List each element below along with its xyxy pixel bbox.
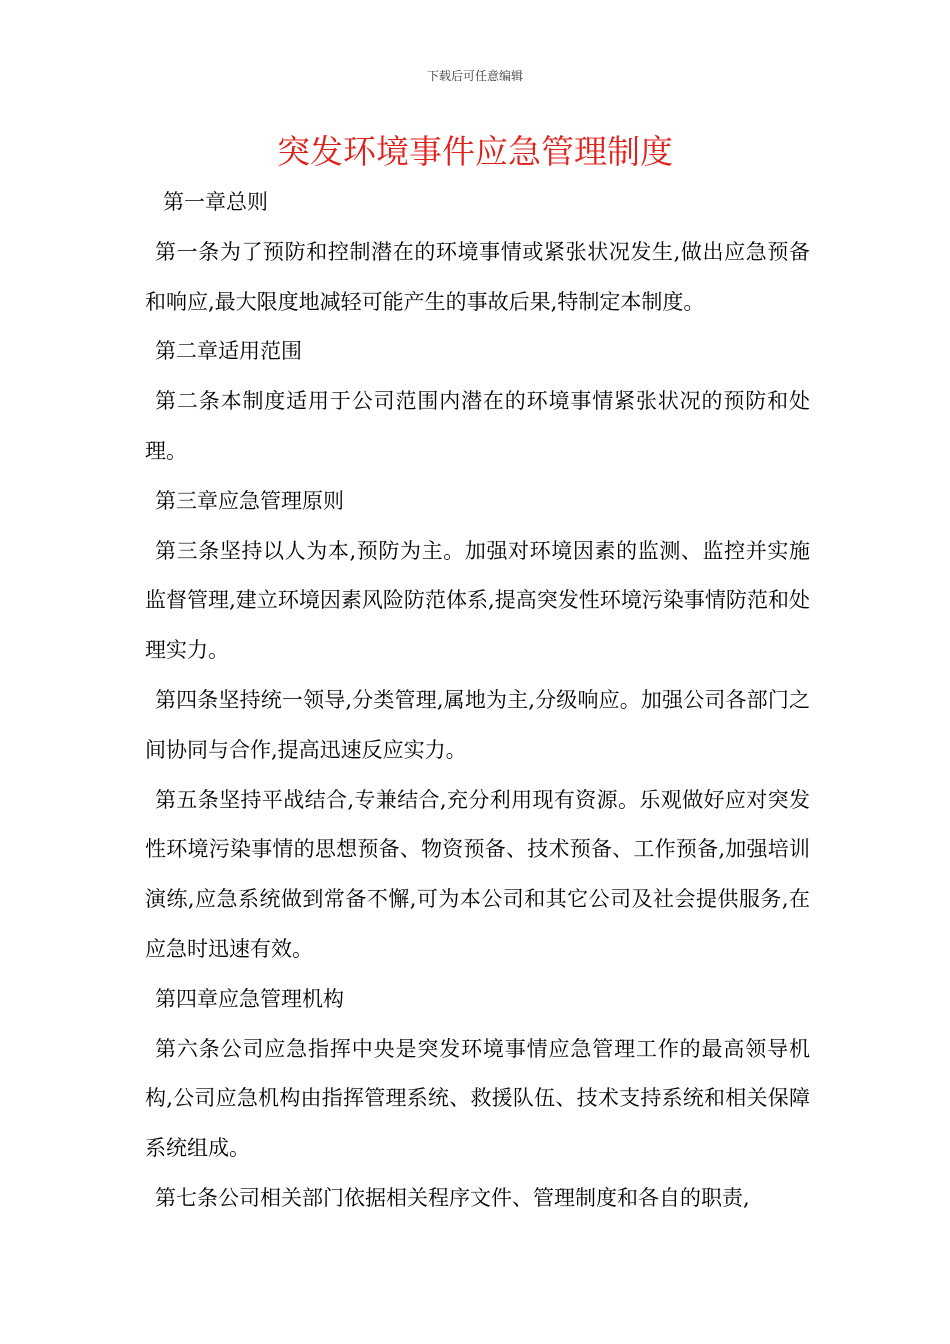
chapter-heading: 第一章总则 xyxy=(163,190,268,214)
chapter-heading: 第二章适用范围 xyxy=(155,339,302,364)
document-body xyxy=(145,178,810,1224)
article-paragraph: 第五条坚持平战结合,专兼结合,充分利用现有资源。乐观做好应对突发性环境污染事情的思想预备、物资预备、技术预备、工作预备,加强培训演练,应急系统做到常备不懈,可为本公司和其它公司及社会提供服务,在应急时迅速有效。 xyxy=(145,787,810,961)
chapter-heading: 第三章应急管理原则 xyxy=(155,488,344,513)
article-paragraph: 第二条本制度适用于公司范围内潜在的环境事情紧张状况的预防和处理。 xyxy=(145,389,810,463)
article-paragraph: 第四条坚持统一领导,分类管理,属地为主,分级响应。加强公司各部门之间协同与合作,提高迅速反应实力。 xyxy=(145,687,810,762)
article-paragraph: 第三条坚持以人为本,预防为主。加强对环境因素的监测、监控并实施监督管理,建立环境因素风险防范体系,提高突发性环境污染事情防范和处理实力。 xyxy=(145,538,810,663)
article-paragraph: 第一条为了预防和控制潜在的环境事情或紧张状况发生,做出应急预备和响应,最大限度地减轻可能产生的事故后果,特制定本制度。 xyxy=(145,239,810,314)
header-note: 下载后可任意编辑 xyxy=(426,69,523,83)
article-paragraph: 第七条公司相关部门依据相关程序文件、管理制度和各自的职责, xyxy=(155,1185,750,1210)
document-title: 突发环境事件应急管理制度 xyxy=(277,132,673,171)
article-paragraph: 第六条公司应急指挥中央是突发环境事情应急管理工作的最高领导机构,公司应急机构由指挥管理系统、救援队伍、技术支持系统和相关保障系统组成。 xyxy=(145,1036,810,1161)
chapter-heading: 第四章应急管理机构 xyxy=(155,986,344,1011)
